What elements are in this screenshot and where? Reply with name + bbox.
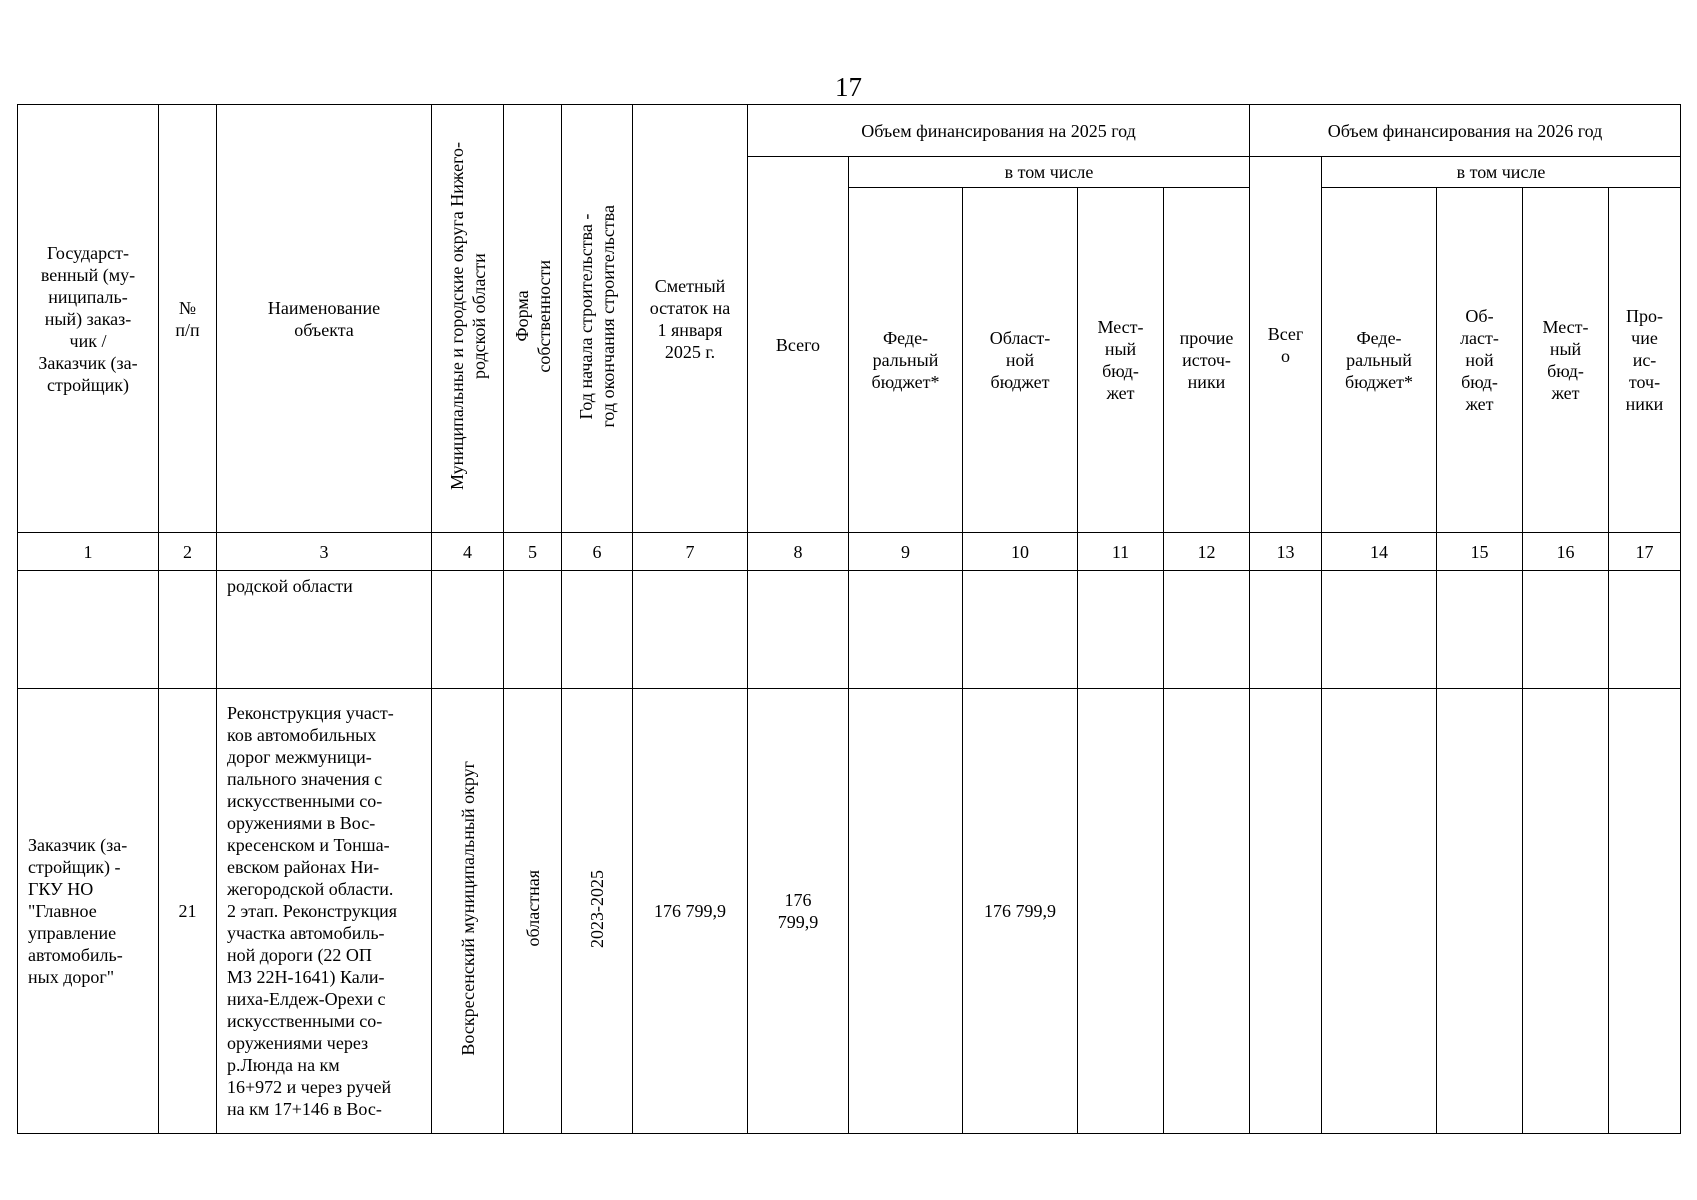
header-estimated-balance: Сметный остаток на 1 января 2025 г. xyxy=(633,105,748,533)
header-including-2025: в том числе xyxy=(849,157,1250,188)
row-regional-2025: 176 799,9 xyxy=(963,689,1078,1134)
row-total-2025: 176 799,9 xyxy=(748,689,849,1134)
table-cell xyxy=(1523,571,1609,689)
object-name-continuation: родской области xyxy=(217,571,432,689)
column-number: 5 xyxy=(504,533,562,571)
column-number: 13 xyxy=(1250,533,1322,571)
column-number: 14 xyxy=(1322,533,1437,571)
row-federal-2025 xyxy=(849,689,963,1134)
header-customer: Государст- венный (му- ниципаль- ный) заказ- чик / Заказчик (за- стройщик) xyxy=(18,105,159,533)
header-federal-2026: Феде- ральный бюджет* xyxy=(1322,188,1437,533)
column-number: 12 xyxy=(1164,533,1250,571)
column-number: 9 xyxy=(849,533,963,571)
table-cell xyxy=(1322,571,1437,689)
table-cell xyxy=(1164,571,1250,689)
column-number: 16 xyxy=(1523,533,1609,571)
table-cell xyxy=(1078,571,1164,689)
column-number: 1 xyxy=(18,533,159,571)
row-number: 21 xyxy=(159,689,217,1134)
header-district: Муниципальные и городские округа Нижего- родской области xyxy=(432,105,504,533)
row-local-2025 xyxy=(1078,689,1164,1134)
column-numbers-row xyxy=(18,533,1681,571)
table-cell xyxy=(963,571,1078,689)
row-years: 2023-2025 xyxy=(562,689,633,1134)
column-number: 3 xyxy=(217,533,432,571)
row-customer: Заказчик (за- стройщик) - ГКУ НО "Главное управление автомобиль- ных дорог" xyxy=(18,689,159,1134)
row-other-2026 xyxy=(1609,689,1681,1134)
header-row-1 xyxy=(18,105,1681,157)
column-number: 8 xyxy=(748,533,849,571)
header-other-2026: Про- чие ис- точ- ники xyxy=(1609,188,1681,533)
investment-table xyxy=(17,104,1681,1134)
header-total-2025: Всего xyxy=(748,157,849,533)
row-estimated-balance: 176 799,9 xyxy=(633,689,748,1134)
table-cell xyxy=(159,571,217,689)
header-local-2026: Мест- ный бюд- жет xyxy=(1523,188,1609,533)
column-number: 6 xyxy=(562,533,633,571)
row-federal-2026 xyxy=(1322,689,1437,1134)
table-cell xyxy=(432,571,504,689)
row-district: Воскресенский муниципальный округ xyxy=(432,689,504,1134)
table-cell xyxy=(849,571,963,689)
header-financing-2026: Объем финансирования на 2026 год xyxy=(1250,105,1681,157)
row-object-name: Реконструкция участ- ков автомобильных дорог межмуници- пального значения с искусственными со- оружениями в Вос- кресенском и Тонша- евском районах Ни- жегородской области. 2 этап. Реконструкция участка автомобиль- ной дороги (22 ОП МЗ 22Н-1641) Кали- ниха-Елдеж-Орехи с искусственными со- оружениями через р.Люнда на км 16+972 и через ручей на км 17+146 в Вос- xyxy=(217,689,432,1134)
table-cell xyxy=(1609,571,1681,689)
header-regional-2026: Об- ласт- ной бюд- жет xyxy=(1437,188,1523,533)
header-years: Год начала строительства - год окончания строительства xyxy=(562,105,633,533)
header-regional-2025: Област- ной бюджет xyxy=(963,188,1078,533)
row-local-2026 xyxy=(1523,689,1609,1134)
column-number: 15 xyxy=(1437,533,1523,571)
column-number: 4 xyxy=(432,533,504,571)
header-other-2025: прочие источ- ники xyxy=(1164,188,1250,533)
column-number: 11 xyxy=(1078,533,1164,571)
table-cell xyxy=(504,571,562,689)
header-total-2026: Всег о xyxy=(1250,157,1322,533)
table-cell xyxy=(748,571,849,689)
table-row xyxy=(18,689,1681,1134)
table-cell xyxy=(1437,571,1523,689)
row-total-2026 xyxy=(1250,689,1322,1134)
table-cell xyxy=(1250,571,1322,689)
header-including-2026: в том числе xyxy=(1322,157,1681,188)
row-ownership: областная xyxy=(504,689,562,1134)
table-cell xyxy=(18,571,159,689)
column-number: 2 xyxy=(159,533,217,571)
header-federal-2025: Феде- ральный бюджет* xyxy=(849,188,963,533)
header-object-name: Наименование объекта xyxy=(217,105,432,533)
page-number: 17 xyxy=(835,72,862,102)
header-local-2025: Мест- ный бюд- жет xyxy=(1078,188,1164,533)
table-cell xyxy=(562,571,633,689)
row-other-2025 xyxy=(1164,689,1250,1134)
header-financing-2025: Объем финансирования на 2025 год xyxy=(748,105,1250,157)
table-cell xyxy=(633,571,748,689)
row-regional-2026 xyxy=(1437,689,1523,1134)
column-number: 7 xyxy=(633,533,748,571)
header-number: № п/п xyxy=(159,105,217,533)
header-ownership: Форма собственности xyxy=(504,105,562,533)
column-number: 10 xyxy=(963,533,1078,571)
continuation-row xyxy=(18,571,1681,689)
column-number: 17 xyxy=(1609,533,1681,571)
